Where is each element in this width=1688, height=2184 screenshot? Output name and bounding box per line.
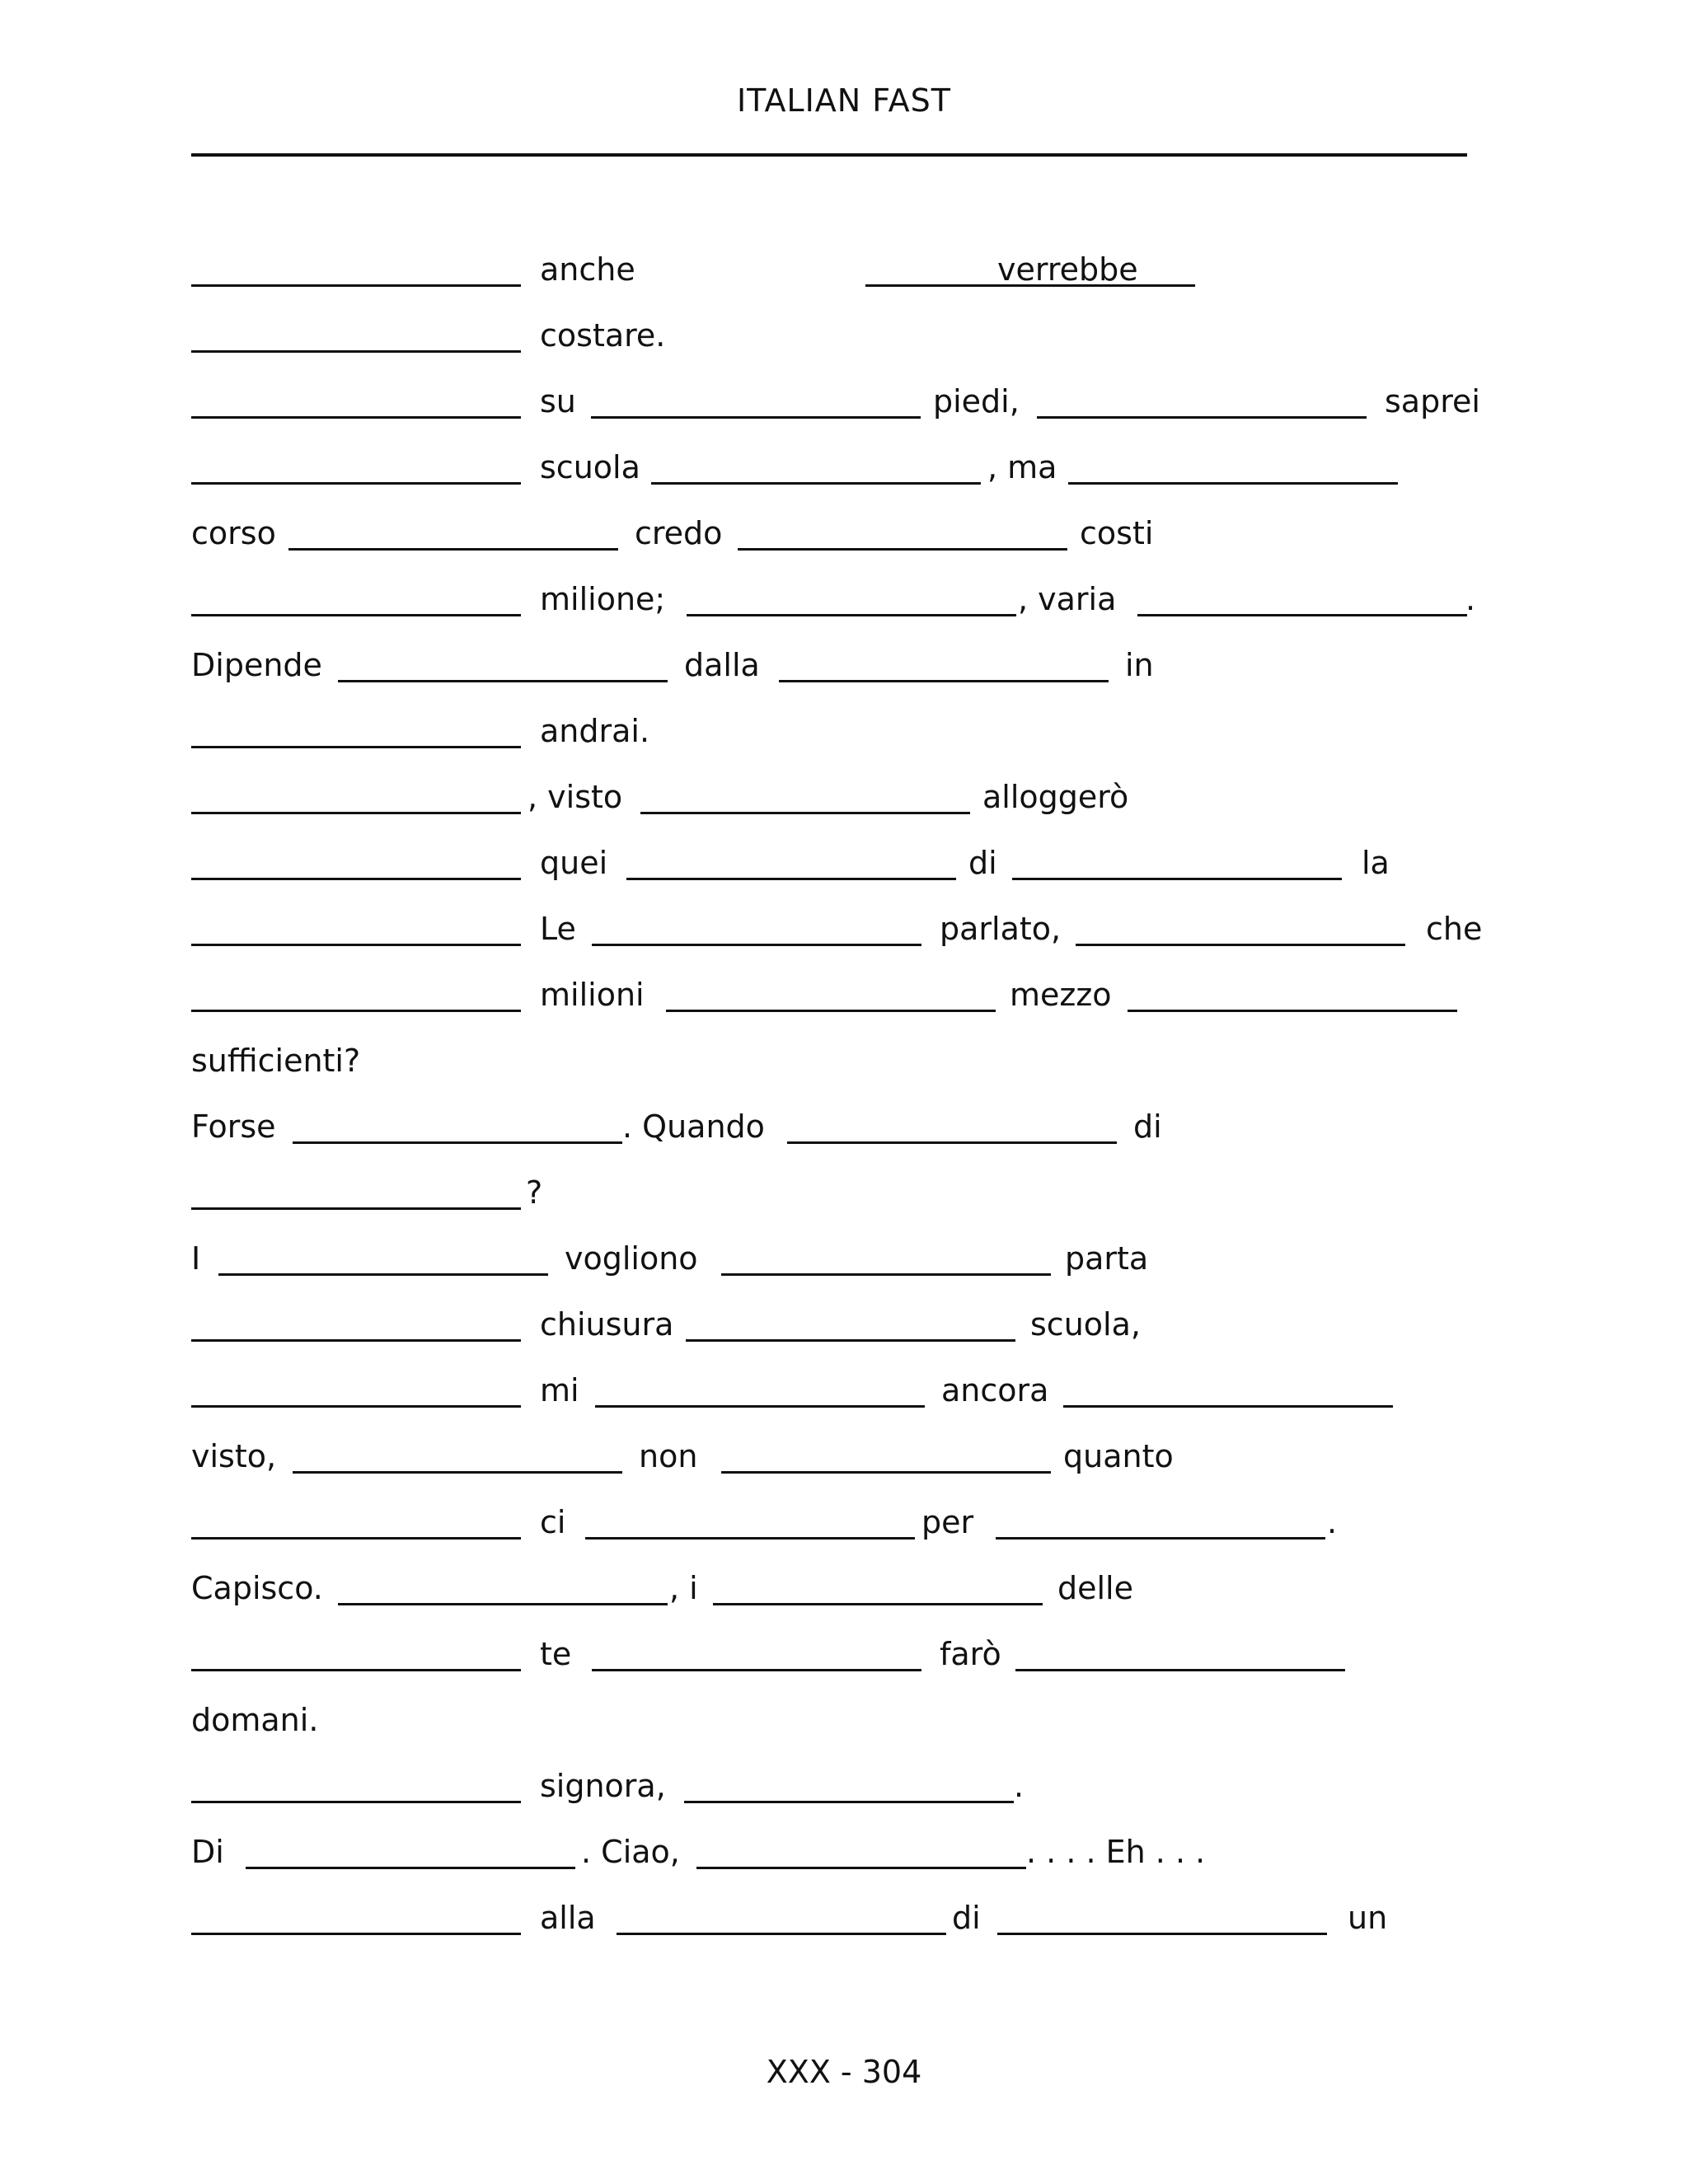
exercise-word: Capisco.: [191, 1570, 323, 1606]
answer-blank[interactable]: [666, 977, 996, 1012]
answer-blank[interactable]: [1137, 581, 1467, 616]
answer-blank[interactable]: [595, 1372, 925, 1408]
exercise-word: mi: [540, 1372, 579, 1408]
exercise-line: [0, 1504, 1688, 1554]
exercise-word: , i: [669, 1570, 698, 1606]
exercise-line: [0, 1372, 1688, 1422]
exercise-line: [0, 977, 1688, 1026]
answer-blank[interactable]: [1068, 449, 1398, 485]
answer-blank[interactable]: [592, 911, 921, 946]
exercise-word: , visto: [528, 779, 623, 815]
answer-blank[interactable]: [626, 845, 956, 880]
exercise-word: . . . . Eh . . .: [1026, 1834, 1206, 1870]
answer-blank[interactable]: [996, 1504, 1325, 1540]
exercise-word: verrebbe: [997, 251, 1138, 288]
answer-blank[interactable]: [713, 1570, 1043, 1605]
exercise-word: milione;: [540, 581, 666, 617]
answer-blank[interactable]: [293, 1438, 622, 1474]
answer-blank[interactable]: [191, 383, 521, 419]
answer-blank[interactable]: [787, 1108, 1117, 1144]
answer-blank[interactable]: [218, 1240, 548, 1276]
exercise-word: .: [1014, 1768, 1025, 1804]
exercise-word: Dipende: [191, 647, 322, 683]
page-header: ITALIAN FAST: [736, 82, 952, 119]
answer-blank[interactable]: [640, 779, 970, 814]
answer-blank[interactable]: [617, 1900, 946, 1935]
exercise-line: [0, 581, 1688, 630]
answer-blank[interactable]: [246, 1834, 575, 1869]
answer-blank[interactable]: [191, 1306, 521, 1342]
exercise-word: farò: [940, 1636, 1001, 1672]
exercise-line: [0, 713, 1688, 762]
exercise-line: [0, 515, 1688, 565]
exercise-line: [0, 449, 1688, 499]
answer-blank[interactable]: [191, 1768, 521, 1803]
exercise-word: credo: [635, 515, 723, 551]
exercise-word: Forse: [191, 1108, 276, 1145]
exercise-word: te: [540, 1636, 572, 1672]
exercise-line: [0, 1108, 1688, 1158]
exercise-line: [0, 1043, 1688, 1092]
exercise-word: parta: [1065, 1240, 1149, 1277]
exercise-word: quanto: [1063, 1438, 1174, 1474]
exercise-word: vogliono: [565, 1240, 698, 1277]
answer-blank[interactable]: [1128, 977, 1457, 1012]
exercise-line: [0, 1240, 1688, 1290]
answer-blank[interactable]: [191, 713, 521, 748]
answer-blank[interactable]: [696, 1834, 1026, 1869]
answer-blank[interactable]: [191, 1636, 521, 1671]
exercise-word: delle: [1057, 1570, 1133, 1606]
exercise-word: . Quando: [622, 1108, 765, 1145]
answer-blank[interactable]: [191, 581, 521, 616]
exercise-word: visto,: [191, 1438, 277, 1474]
exercise-word: saprei: [1385, 383, 1480, 419]
answer-blank[interactable]: [191, 1504, 521, 1540]
exercise-word: ancora: [941, 1372, 1049, 1408]
answer-blank[interactable]: [1063, 1372, 1393, 1408]
answer-blank[interactable]: [997, 1900, 1327, 1935]
answer-blank[interactable]: [585, 1504, 915, 1540]
answer-blank[interactable]: [686, 1306, 1015, 1342]
exercise-word: scuola,: [1030, 1306, 1141, 1343]
answer-blank[interactable]: [592, 1636, 921, 1671]
exercise-word: in: [1125, 647, 1154, 683]
exercise-line: [0, 1174, 1688, 1224]
exercise-word: andrai.: [540, 713, 650, 749]
answer-blank[interactable]: [687, 581, 1016, 616]
exercise-word: . Ciao,: [581, 1834, 680, 1870]
exercise-line: [0, 1834, 1688, 1883]
answer-blank[interactable]: [191, 449, 521, 485]
answer-blank[interactable]: [191, 251, 521, 287]
exercise-word: alla: [540, 1900, 596, 1936]
exercise-word: per: [921, 1504, 974, 1540]
exercise-word: ci: [540, 1504, 566, 1540]
answer-blank[interactable]: [293, 1108, 622, 1144]
exercise-line: [0, 383, 1688, 433]
exercise-line: [0, 251, 1688, 301]
exercise-word: su: [540, 383, 576, 419]
exercise-line: [0, 317, 1688, 367]
exercise-line: [0, 779, 1688, 828]
exercise-word: Di: [191, 1834, 224, 1870]
exercise-word: piedi,: [933, 383, 1020, 419]
exercise-word: scuola: [540, 449, 640, 485]
answer-blank[interactable]: [779, 647, 1109, 682]
exercise-word: anche: [540, 251, 635, 288]
exercise-word: corso: [191, 515, 276, 551]
answer-blank[interactable]: [338, 1570, 668, 1605]
exercise-word: chiusura: [540, 1306, 674, 1343]
exercise-word: la: [1362, 845, 1390, 881]
exercise-word: non: [639, 1438, 698, 1474]
exercise-line: [0, 1306, 1688, 1356]
exercise-word: ?: [526, 1174, 543, 1211]
answer-blank[interactable]: [721, 1438, 1051, 1474]
exercise-word: milioni: [540, 977, 645, 1013]
exercise-word: signora,: [540, 1768, 666, 1804]
answer-blank[interactable]: [1037, 383, 1367, 419]
answer-blank[interactable]: [191, 779, 521, 814]
exercise-line: [0, 845, 1688, 894]
exercise-word: , ma: [987, 449, 1057, 485]
answer-blank[interactable]: [1076, 911, 1405, 946]
answer-blank[interactable]: [191, 1372, 521, 1408]
exercise-line: [0, 1636, 1688, 1685]
answer-blank[interactable]: [288, 515, 618, 551]
answer-blank[interactable]: [191, 845, 521, 880]
exercise-word: di: [968, 845, 997, 881]
exercise-word: I: [191, 1240, 201, 1277]
exercise-line: [0, 1570, 1688, 1619]
answer-blank[interactable]: [1012, 845, 1342, 880]
answer-blank[interactable]: [721, 1240, 1051, 1276]
exercise-word: che: [1426, 911, 1483, 947]
answer-blank[interactable]: [191, 977, 521, 1012]
answer-blank[interactable]: [591, 383, 921, 419]
exercise-line: [0, 647, 1688, 696]
exercise-word: Le: [540, 911, 576, 947]
answer-blank[interactable]: [1015, 1636, 1345, 1671]
exercise-line: [0, 1900, 1688, 1949]
answer-blank[interactable]: [738, 515, 1067, 551]
exercise-word: alloggerò: [982, 779, 1129, 815]
page-number: XXX - 304: [766, 2054, 922, 2090]
exercise-word: .: [1465, 581, 1476, 617]
exercise-word: dalla: [684, 647, 760, 683]
exercise-line: [0, 1702, 1688, 1751]
header-rule: [191, 153, 1467, 157]
exercise-word: un: [1348, 1900, 1388, 1936]
exercise-word: di: [1133, 1108, 1162, 1145]
exercise-word: domani.: [191, 1702, 319, 1738]
answer-blank[interactable]: [684, 1768, 1014, 1803]
exercise-word: costare.: [540, 317, 666, 354]
exercise-line: [0, 1768, 1688, 1817]
answer-blank[interactable]: [191, 1174, 521, 1210]
exercise-word: mezzo: [1010, 977, 1112, 1013]
answer-blank[interactable]: [191, 1900, 521, 1935]
exercise-word: , varia: [1018, 581, 1117, 617]
exercise-word: parlato,: [940, 911, 1062, 947]
exercise-line: [0, 911, 1688, 960]
answer-blank[interactable]: [651, 449, 981, 485]
answer-blank[interactable]: [338, 647, 668, 682]
exercise-word: .: [1327, 1504, 1338, 1540]
exercise-line: [0, 1438, 1688, 1488]
exercise-word: sufficienti?: [191, 1043, 361, 1079]
answer-blank[interactable]: [191, 911, 521, 946]
exercise-word: costi: [1080, 515, 1154, 551]
exercise-word: quei: [540, 845, 608, 881]
answer-blank[interactable]: [191, 317, 521, 353]
exercise-word: di: [952, 1900, 981, 1936]
